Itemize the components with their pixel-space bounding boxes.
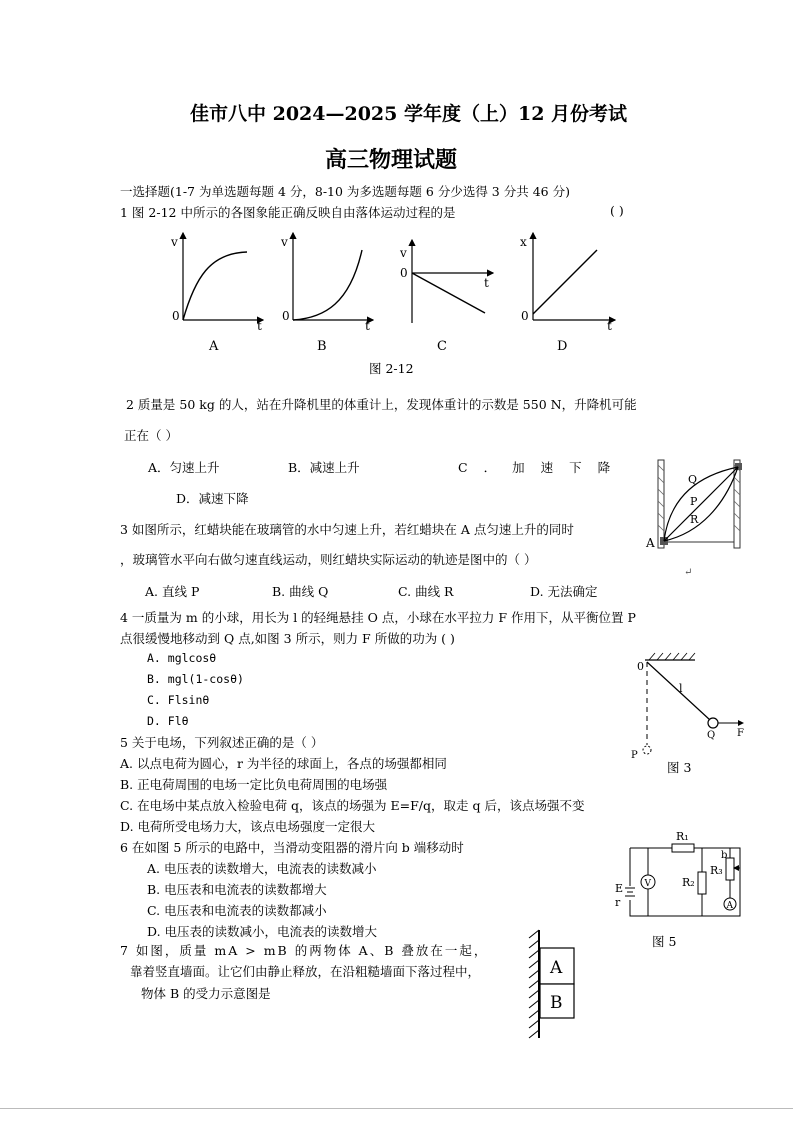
graph-d-option-label: D	[557, 339, 568, 354]
q1-answer-paren: ( )	[610, 203, 624, 218]
graph-c-option-label: C	[437, 339, 447, 354]
graph-d	[515, 228, 620, 358]
pendulum-label-l: l	[679, 682, 683, 695]
q6-option-a: A. 电压表的读数增大，电流表的读数减小	[147, 861, 377, 876]
q6-option-d: D. 电压表的读数减小，电流表的读数增大	[147, 924, 378, 939]
q7-stem-line1: 7 如图，质量 mA > mB 的两物体 A、B 叠放在一起，	[120, 943, 489, 958]
graph-c-origin: 0	[400, 266, 408, 280]
circuit-label-r1: R₁	[676, 830, 689, 843]
q4-option-a: A. mglcosθ	[147, 651, 217, 665]
q5-option-b: B. 正电荷周围的电场一定比负电荷周围的电场强	[120, 777, 388, 792]
graph-b-origin: 0	[282, 309, 290, 323]
graph-a-option-label: A	[209, 339, 219, 354]
circuit-label-e: E	[615, 882, 624, 895]
q4-option-d: D. Flθ	[147, 714, 189, 728]
pendulum-label-f: F	[737, 728, 744, 739]
q2-option-b: B．减速上升	[288, 460, 360, 475]
q1-figure-caption: 图 2-12	[369, 361, 414, 376]
q3-option-d: D. 无法确定	[530, 584, 598, 599]
circuit-label-b: b	[721, 850, 728, 861]
glass-tube-figure	[640, 455, 770, 578]
q5-stem: 5 关于电场，下列叙述正确的是（ ）	[120, 735, 324, 750]
exam-title: 佳市八中 2024—2025 学年度（上）12 月份考试	[190, 103, 628, 125]
graph-b-option-label: B	[317, 339, 327, 354]
blocks-wall-figure	[525, 928, 585, 1043]
tube-label-q: Q	[688, 473, 698, 486]
pendulum-label-q: Q	[707, 730, 716, 741]
q1-stem: 1 图 2-12 中所示的各图象能正确反映自由落体运动过程的是	[120, 205, 456, 220]
page-title: 高三物理试题	[325, 147, 458, 173]
q3-option-c: C. 曲线 R	[398, 584, 454, 599]
q2-option-a: A．匀速上升	[148, 460, 220, 475]
graph-b	[275, 228, 375, 358]
q7-stem-line3: 物体 B 的受力示意图是	[141, 986, 271, 1001]
circuit-figure	[612, 828, 752, 928]
return-mark: ↵	[684, 567, 693, 578]
q3-stem-line1: 3 如图所示，红蜡块能在玻璃管的水中匀速上升，若红蜡块在 A 点匀速上升的同时	[120, 522, 574, 537]
circuit-label-r2: R₂	[682, 876, 695, 889]
q2-option-c: C．加速下降	[458, 460, 627, 475]
graph-a	[165, 228, 265, 358]
graph-a-origin: 0	[172, 309, 180, 323]
block-a-label: A	[550, 958, 563, 978]
q3-stem-line2: ，玻璃管水平向右做匀速直线运动，则红蜡块实际运动的轨迹是图中的（ ）	[120, 552, 537, 567]
graph-d-y-label: x	[520, 235, 527, 249]
pendulum-label-o: 0	[637, 660, 644, 673]
q4-option-b: B. mgl(1-cosθ)	[147, 672, 244, 686]
q4-figure-caption: 图 3	[667, 760, 692, 775]
q4-option-c: C. Flsinθ	[147, 693, 210, 707]
tube-label-a: A	[646, 536, 655, 550]
q5-option-a: A. 以点电荷为圆心，r 为半径的球面上，各点的场强都相同	[120, 756, 447, 771]
q7-stem-line2: 靠着竖直墙面。让它们由静止释放，在沿粗糙墙面下落过程中，	[130, 964, 481, 979]
q5-option-c: C. 在电场中某点放入检验电荷 q，该点的场强为 E=F/q，取走 q 后，该点场强不变	[120, 798, 585, 813]
graph-d-origin: 0	[521, 309, 529, 323]
q4-stem-line2: 点很缓慢地移动到 Q 点,如图 3 所示，则力 F 所做的功为 ( )	[120, 631, 455, 646]
voltmeter-label: V	[644, 879, 651, 889]
q4-stem-line1: 4 一质量为 m 的小球，用长为 l 的轻绳悬挂 O 点，小球在水平拉力 F 作用下，从平衡位置 P	[120, 610, 636, 625]
q5-option-d: D. 电荷所受电场力大，该点电场强度一定很大	[120, 819, 376, 834]
circuit-label-r: r	[615, 896, 621, 909]
graph-a-x-label: t	[257, 319, 262, 333]
graph-c-x-label: t	[484, 276, 489, 290]
q6-stem: 6 在如图 5 所示的电路中，当滑动变阻器的滑片向 b 端移动时	[120, 840, 464, 855]
graph-b-y-label: v	[281, 235, 288, 249]
q2-stem-line1: 2 质量是 50 kg 的人，站在升降机里的体重计上，发现体重计的示数是 550 N，升降机可能	[126, 397, 637, 412]
ammeter-label: A	[726, 901, 733, 911]
q2-stem-line2: 正在（ ）	[124, 428, 178, 443]
q6-figure-caption: 图 5	[652, 934, 677, 949]
graph-c	[395, 235, 495, 358]
tube-label-p: P	[690, 495, 698, 508]
page-bottom-rule	[0, 1108, 793, 1109]
q6-option-b: B. 电压表和电流表的读数都增大	[147, 882, 327, 897]
q6-option-c: C. 电压表和电流表的读数都减小	[147, 903, 327, 918]
graph-a-y-label: v	[171, 235, 178, 249]
q3-option-b: B. 曲线 Q	[272, 584, 329, 599]
graph-d-x-label: t	[607, 319, 612, 333]
q2-option-d: D．减速下降	[176, 491, 249, 506]
pendulum-label-p: P	[631, 750, 638, 761]
circuit-label-r3: R₃	[710, 864, 723, 877]
graph-c-y-label: v	[400, 246, 407, 260]
graph-b-x-label: t	[365, 319, 370, 333]
block-b-label: B	[550, 993, 563, 1013]
tube-label-r: R	[690, 513, 699, 526]
section-heading: 一选择题(1-7 为单选题每题 4 分，8-10 为多选题每题 6 分少选得 3 分共 46 分)	[120, 184, 570, 199]
q3-option-a: A. 直线 P	[145, 584, 200, 599]
